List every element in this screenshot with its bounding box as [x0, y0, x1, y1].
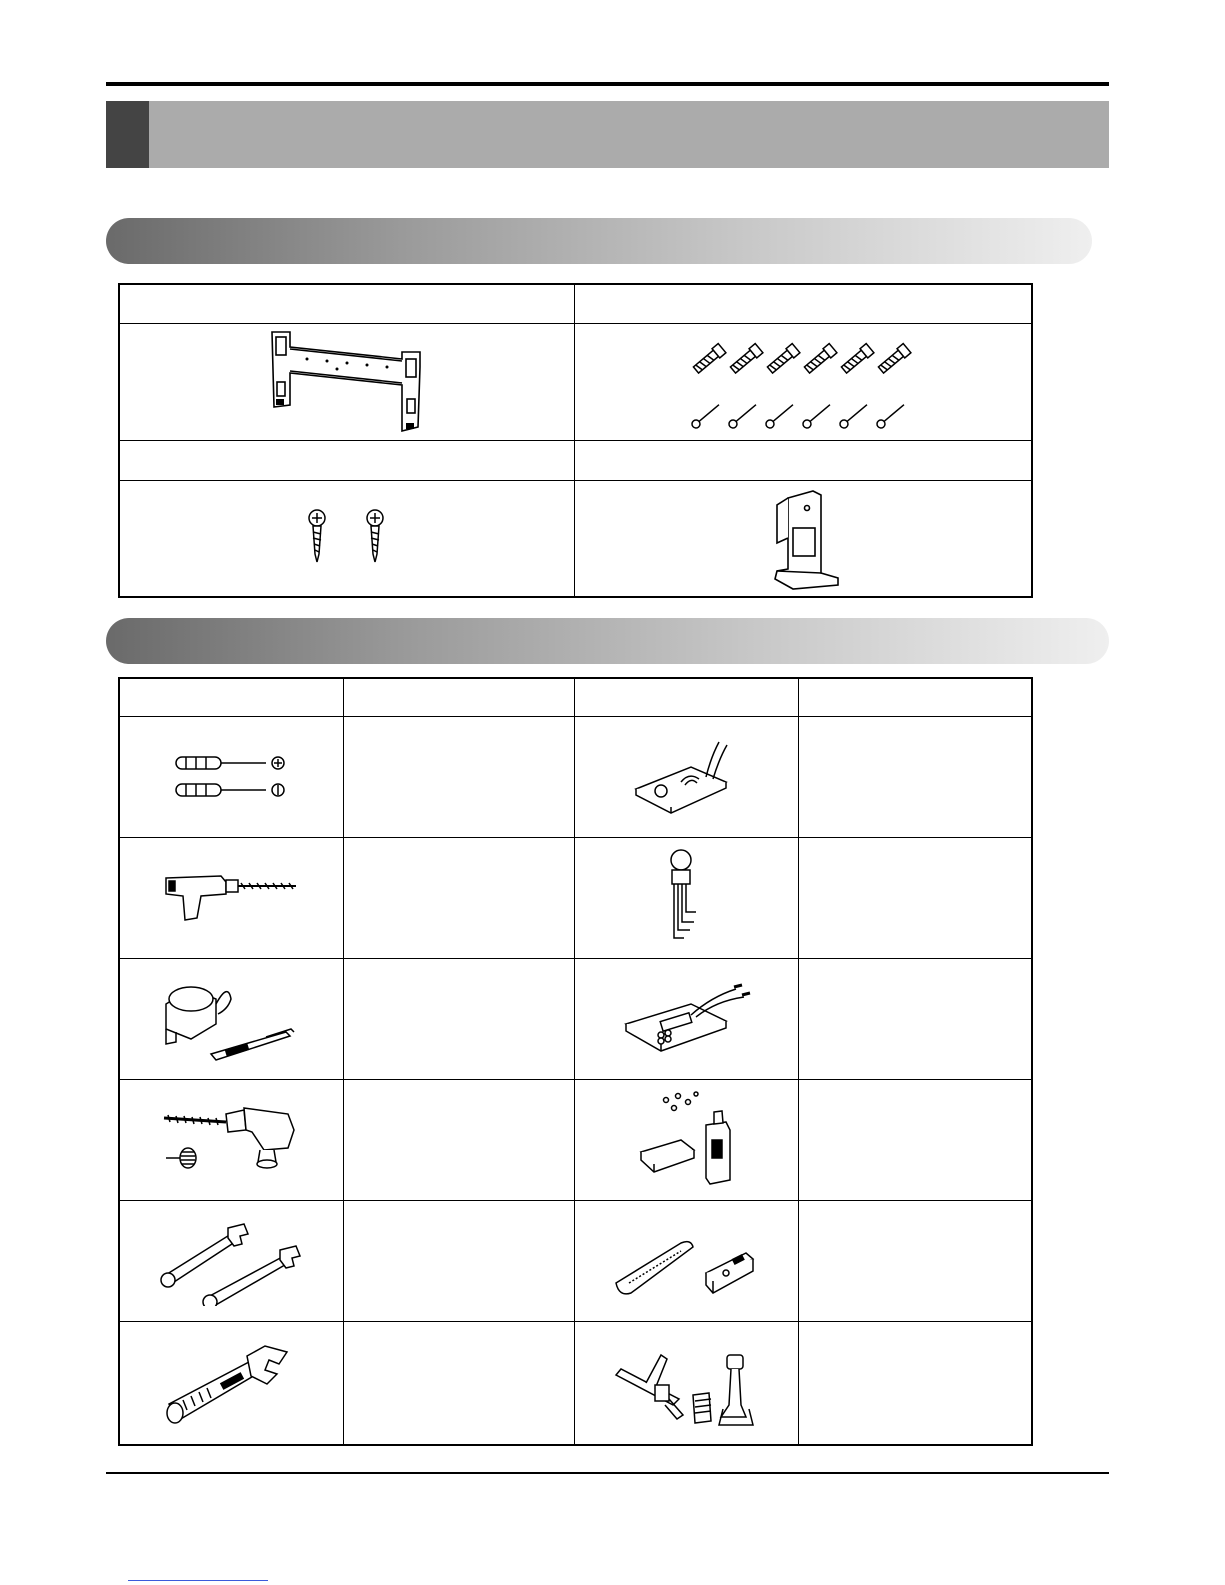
tool-label-cell — [798, 837, 1032, 958]
tool-label-cell — [343, 1321, 574, 1445]
table-row — [119, 480, 1032, 597]
parts-image-cell — [119, 323, 574, 440]
table-row — [119, 958, 1032, 1079]
footer-link-underline[interactable] — [128, 1580, 268, 1581]
parts-image-cell — [119, 480, 574, 597]
electric-drill-icon — [161, 868, 301, 928]
tool-label-cell — [798, 1079, 1032, 1200]
tool-label-cell — [343, 1079, 574, 1200]
tool-image-cell — [119, 1321, 343, 1445]
tools-header-cell — [119, 678, 343, 716]
table-row — [119, 837, 1032, 958]
tool-image-cell — [119, 1200, 343, 1321]
table-row — [119, 284, 1032, 323]
parts-image-cell — [574, 480, 1032, 597]
tool-label-cell — [798, 716, 1032, 837]
parts-label-cell — [574, 440, 1032, 480]
hole-core-drill-icon — [156, 1100, 306, 1180]
tools-header-cell — [343, 678, 574, 716]
tool-image-cell — [574, 958, 798, 1079]
page-title-bar — [106, 101, 1109, 168]
spanners-icon — [156, 1216, 306, 1306]
table-row — [119, 1079, 1032, 1200]
tool-image-cell — [119, 716, 343, 837]
gas-leak-detector-icon — [626, 1090, 746, 1190]
hex-key-set-icon — [656, 848, 716, 948]
tools-table — [118, 677, 1033, 1446]
tool-image-cell — [574, 1200, 798, 1321]
tools-header-cell — [798, 678, 1032, 716]
tool-image-cell — [574, 716, 798, 837]
tool-label-cell — [798, 1321, 1032, 1445]
tool-image-cell — [574, 837, 798, 958]
section-header-tools — [106, 618, 1109, 664]
tool-label-cell — [798, 958, 1032, 1079]
flaring-tool-set-icon — [611, 1335, 761, 1430]
parts-header-cell — [119, 284, 574, 323]
title-accent-block — [106, 101, 149, 168]
multimeter-icon — [631, 737, 741, 817]
two-screws-icon — [297, 508, 397, 568]
parts-image-cell — [574, 323, 1032, 440]
bottom-rule — [106, 1472, 1109, 1474]
installation-plate-icon — [262, 327, 432, 437]
tool-label-cell — [343, 1200, 574, 1321]
screwdrivers-icon — [166, 752, 296, 802]
table-row — [119, 323, 1032, 440]
section-header-parts — [106, 218, 1092, 264]
tool-image-cell — [119, 1079, 343, 1200]
top-rule — [106, 82, 1109, 86]
thermometer-and-level-icon — [611, 1221, 761, 1301]
parts-table — [118, 283, 1033, 598]
table-row — [119, 440, 1032, 480]
parts-header-cell — [574, 284, 1032, 323]
tape-measure-and-knife-icon — [156, 974, 306, 1064]
table-row — [119, 716, 1032, 837]
tool-label-cell — [798, 1200, 1032, 1321]
tool-image-cell — [574, 1321, 798, 1445]
tool-label-cell — [343, 958, 574, 1079]
table-row — [119, 1200, 1032, 1321]
tool-image-cell — [574, 1079, 798, 1200]
tool-label-cell — [343, 837, 574, 958]
tools-header-cell — [574, 678, 798, 716]
torque-wrench-icon — [161, 1338, 301, 1428]
table-row — [119, 678, 1032, 716]
ammeter-icon — [616, 979, 756, 1059]
tool-label-cell — [343, 716, 574, 837]
anchor-bolts-and-screws-icon — [688, 332, 918, 432]
parts-label-cell — [119, 440, 574, 480]
remote-holder-icon — [763, 483, 843, 593]
tool-image-cell — [119, 958, 343, 1079]
table-row — [119, 1321, 1032, 1445]
tool-image-cell — [119, 837, 343, 958]
